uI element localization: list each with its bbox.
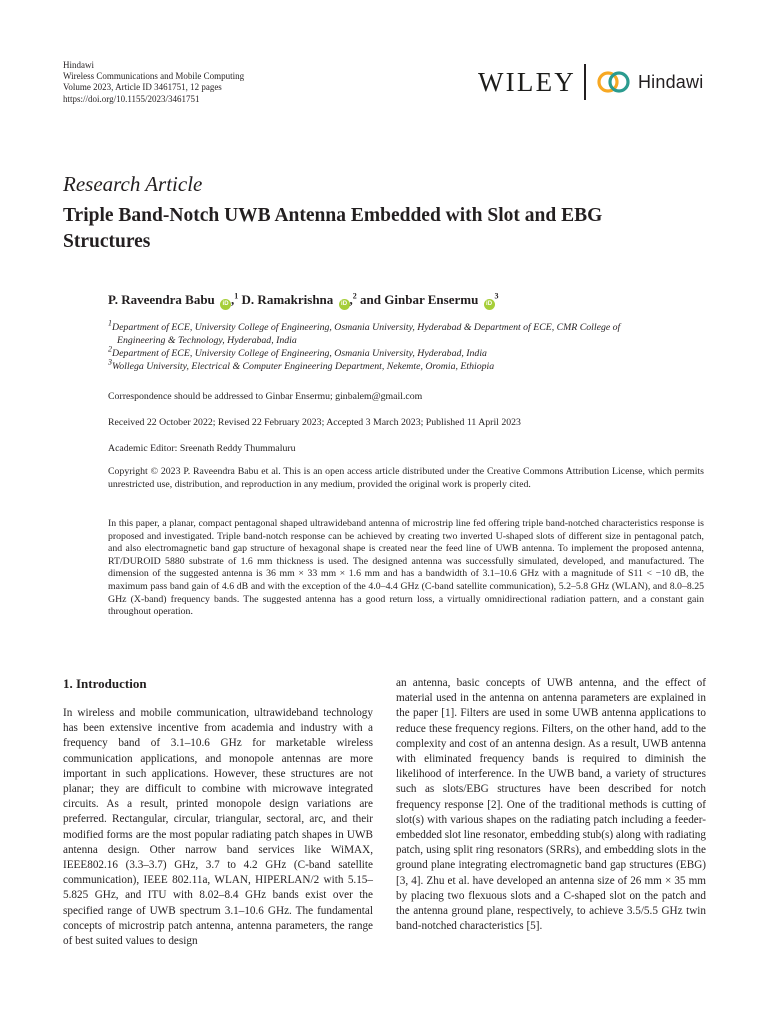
journal-header [63,60,244,105]
publisher-logos [478,64,703,100]
correspondence-note: Correspondence should be addressed to Ginbar Ensermu; ginbalem@gmail.com [108,391,423,402]
author-affiliation-marker: 2 [352,291,357,301]
author-affiliation-marker: 3 [494,291,499,301]
affiliation-item: $^3$Wollega University, Electrical & Computer Engineering Department, Nekemte, Oromia, Ethiopia [108,357,495,372]
orcid-icon[interactable]: iD [339,299,350,310]
body-paragraph: an antenna, basic concepts of UWB antenna, and the effect of material used in the antenna on antenna parameters are explained in the paper [1]. Filters are used in some UWB antenna applications to reduce these frequency regions. Filters, on the other hand, add to the complexity and cost of an antenna design. As a result, UWB antenna with eliminated frequency bands is required to diminish the likelihood of interference. In the UWB band, a variety of structures such as slots/EBG structures have been described for notch frequency response [2]. One of the traditional methods is cutting of slot(s) with various shapes on the radiating patch including a feeder-embedded slot line resonator, embedding stub(s) along with radiating patch, using split ring resonators (SRRs), and embedding slots in the ground plane integrating electromagnetic band gap structures (EBG) [3, 4]. Zhu et al. have developed an antenna size of 26 mm × 35 mm by placing two flexuous slots and a C-shaped slot on the patch and the antenna ground plane, respectively, to achieve 3.5/5.5 GHz twin band-notched characteristics [5]. [396,677,706,933]
body-column-left [63,706,373,949]
hindawi-logo-icon [596,70,632,94]
section-heading: 1. Introduction [63,676,147,691]
affiliation-item: $^1$Department of ECE, University College of Engineering, Osmania University, Hyderabad & Department of ECE, CMR College of Engineering & Technology, Hyderabad, India [108,318,621,346]
author-name: P. Raveendra Babu [108,292,215,307]
affiliation-list [108,318,708,373]
article-type: Research Article [63,172,203,196]
copyright-notice: Copyright © 2023 P. Raveendra Babu et al. This is an open access article distributed under the Creative Commons Attribution License, which permits unrestricted use, distribution, and reproduction in any medium, provided the original work is properly cited. [108,466,704,490]
orcid-icon[interactable]: iD [484,299,495,310]
affiliation-item: $^2$Department of ECE, University College of Engineering, Osmania University, Hyderabad, India [108,344,487,359]
author-list: P. Raveendra Babu iD ,$^1$ D. Ramakrishna iD ,$^2$ and Ginbar Ensermu $iD^3$ [108,292,499,310]
publisher-name: Hindawi [63,60,94,70]
hindawi-logo-text: Hindawi [637,71,704,92]
body-paragraph: In wireless and mobile communication, ultrawideband technology has been extensive incentive from academia and industry with a frequency band of 3.1–10.6 GHz for marketable wireless communication applications, and monopole antennas are more important in such applications. However, these structures are not planar; they are difficult to combine with microwave integrated circuits. As a result, printed monopole design variations are preferred. Rectangular, circular, triangular, sectoral, arc, and their modified forms are the most popular radiating patch shapes in UWB antenna design. Other narrow band services like WiMAX, IEEE802.16 (3.3–3.7) GHz, 3.7 to 4.2 GHz (C-band satellite communication), IEEE 802.11a, WLAN, HIPERLAN/2 with 5.15–5.825 GHz, and ITU with 8.02–8.4 GHz bands exist over the specified range of UWB spectrum 3.1–10.6 GHz. The fundamental concepts of microstrip patch antenna, antenna parameters, the range of best suited values to design [63,707,373,948]
author-affiliation-marker: 1 [234,291,239,301]
journal-name: Wireless Communications and Mobile Computing [63,71,245,82]
body-column-right [396,676,706,934]
author-name: D. Ramakrishna [241,292,334,307]
publication-dates: Received 22 October 2022; Revised 22 February 2023; Accepted 3 March 2023; Published 11 April 2023 [108,417,521,428]
academic-editor: Academic Editor: Sreenath Reddy Thummaluru [108,443,296,454]
abstract: In this paper, a planar, compact pentagonal shaped ultrawideband antenna of microstrip line fed offering triple band-notched characteristics response is proposed and investigated. Triple band-notch response can be achieved by creating two inverted U-shaped slots of different size in pentagonal patch, and also electromagnetic band gap structure of hexagonal shape is created near the feed line of UWB antenna. To implement the proposed antenna, RT/DUROID 5880 substrate of 1.6 mm thickness is used. The designed antenna was successfully simulated, developed, and manufactured. The dimension of the suggested antenna is 36 mm × 33 mm × 1.6 mm and has a bandwidth of 3.1–10.6 GHz with a magnitude of S11 < −10 dB, the maximum pass band gain of 4.6 dB and with the exception of the 4.0–4.4 GHz (C-band satellite communication), 5.2–5.8 GHz (WLAN), and 8.0–8.25 GHz (X-band) frequency bands. The suggested antenna has a good return loss, a virtually omnidirectional radiation pattern, and a constant gain throughout operation. [108,518,704,618]
doi-link[interactable]: https://doi.org/10.1155/2023/3461751 [63,93,200,104]
article-title: Triple Band-Notch UWB Antenna Embedded with Slot and EBG Structures [63,205,603,252]
logo-divider [584,64,586,100]
author-name: Ginbar Ensermu [384,292,479,307]
wiley-logo: WILEY [478,66,576,97]
volume-info: Volume 2023, Article ID 3461751, 12 pages [63,82,222,93]
orcid-icon[interactable]: iD [220,299,231,310]
